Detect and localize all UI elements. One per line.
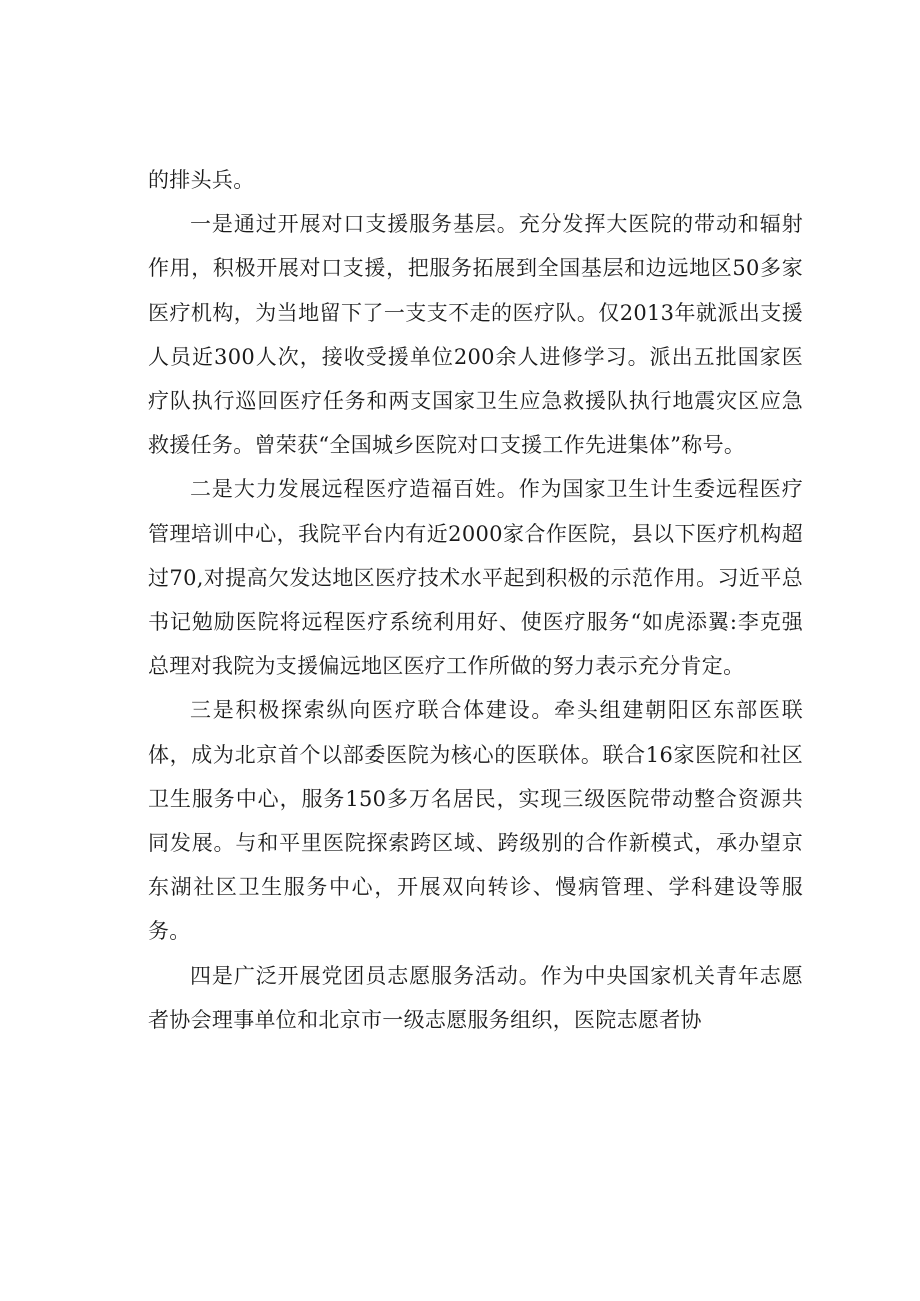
paragraph-medical-alliance: 三是积极探索纵向医疗联合体建设。牵头组建朝阳区东部医联体，成为北京首个以部委医院为核心的医联体。联合16家医院和社区卫生服务中心，服务150多万名居民，实现三级医院带动整合资源共同发展。与和平里医院探索跨区域、跨级别的合作新模式，承办望京东湖社区卫生服务中心，开展双向转诊、慢病管理、学科建设等服务。 [148, 698, 803, 944]
paragraph-volunteer-service: 四是广泛开展党团员志愿服务活动。作为中央国家机关青年志愿者协会理事单位和北京市一级志愿服务组织，医院志愿者协 [148, 963, 803, 1032]
paragraph-continuation: 的排头兵。 [148, 168, 255, 192]
paragraph-telemedicine: 二是大力发展远程医疗造福百姓。作为国家卫生计生委远程医疗管理培训中心，我院平台内有近2000家合作医院，县以下医疗机构超过70,对提高欠发达地区医疗技术水平起到积极的示范作用。习近平总书记勉励医院将远程医疗系统利用好、使医疗服务“如虎添翼:李克强总理对我院为支援偏远地区医疗工作所做的努力表示充分肯定。 [148, 477, 803, 679]
document-body [148, 158, 803, 1042]
paragraph-counterpart-support: 一是通过开展对口支援服务基层。充分发挥大医院的带动和辐射作用，积极开展对口支援，把服务拓展到全国基层和边远地区50多家医疗机构，为当地留下了一支支不走的医疗队。仅2013年就派出支援人员近300人次，接收受援单位200余人进修学习。派出五批国家医疗队执行巡回医疗任务和两支国家卫生应急救援队执行地震灾区应急救援任务。曾荣获“全国城乡医院对口支援工作先进集体”称号。 [148, 212, 803, 458]
